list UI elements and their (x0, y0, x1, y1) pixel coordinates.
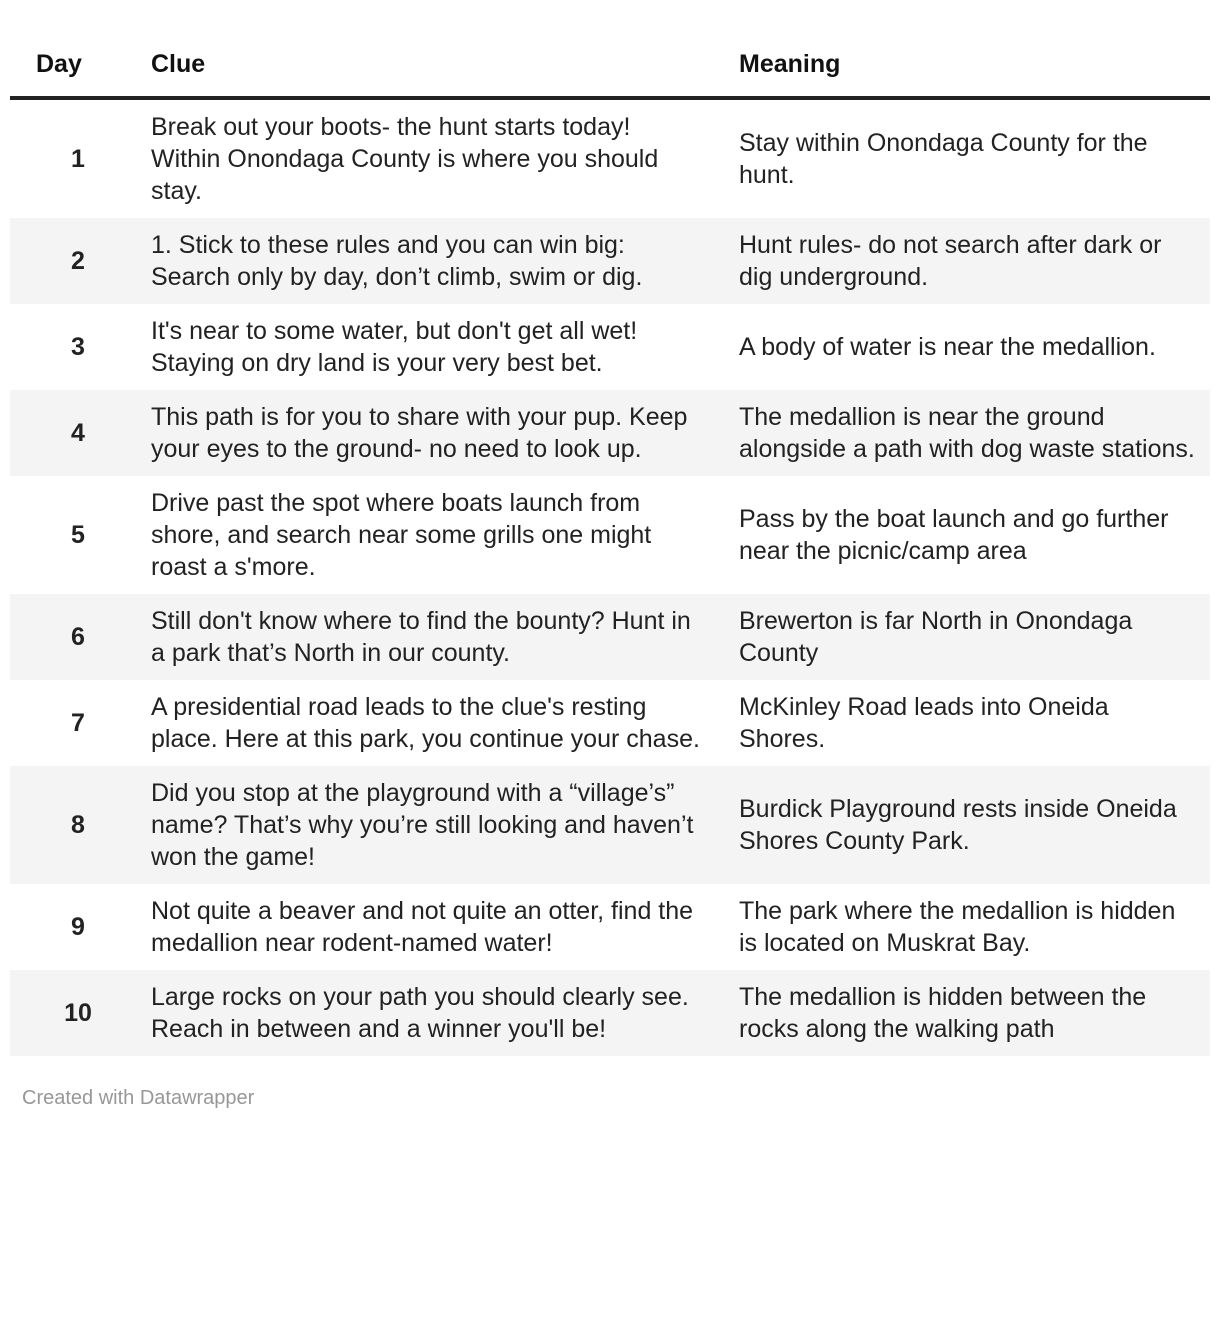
clue-cell: It's near to some water, but don't get all wet! Staying on dry land is your very best bet. (151, 317, 638, 377)
meaning-cell: Hunt rules- do not search after dark or dig underground. (739, 231, 1162, 291)
clue-cell: This path is for you to share with your pup. Keep your eyes to the ground- no need to look up. (151, 403, 688, 463)
header-row (10, 38, 1210, 98)
table-row (10, 594, 1210, 680)
meaning-cell: The medallion is hidden between the rocks along the walking path (739, 983, 1147, 1043)
day-cell: 8 (71, 811, 85, 839)
meaning-cell: Stay within Onondaga County for the hunt. (739, 129, 1148, 189)
table-row (10, 884, 1210, 970)
clue-cell: A presidential road leads to the clue's resting place. Here at this park, you continue your chase. (151, 693, 700, 753)
meaning-cell: McKinley Road leads into Oneida Shores. (739, 693, 1109, 753)
table-row (10, 476, 1210, 594)
table-row (10, 218, 1210, 304)
meaning-cell: A body of water is near the medallion. (739, 333, 1156, 361)
table-row (10, 766, 1210, 884)
day-cell: 1 (71, 145, 85, 173)
clue-cell: 1. Stick to these rules and you can win big: Search only by day, don’t climb, swim or dig. (151, 231, 643, 291)
day-cell: 3 (71, 333, 85, 361)
day-cell: 10 (64, 999, 92, 1027)
day-cell: 6 (71, 623, 85, 651)
day-cell: 4 (71, 419, 85, 447)
datawrapper-credit-link[interactable]: Created with Datawrapper (22, 1087, 255, 1109)
day-cell: 7 (71, 709, 85, 737)
clue-cell: Drive past the spot where boats launch from shore, and search near some grills one might roast a s'more. (151, 489, 652, 581)
table-row (10, 304, 1210, 390)
clue-table (10, 38, 1210, 1056)
day-cell: 2 (71, 247, 85, 275)
meaning-cell: The park where the medallion is hidden is located on Muskrat Bay. (739, 897, 1176, 957)
meaning-cell: Burdick Playground rests inside Oneida Shores County Park. (739, 795, 1177, 855)
day-cell: 9 (71, 913, 85, 941)
clue-cell: Still don't know where to find the bounty? Hunt in a park that’s North in our county. (151, 607, 691, 667)
clue-cell: Large rocks on your path you should clearly see. Reach in between and a winner you'll be! (151, 983, 689, 1043)
clue-cell: Not quite a beaver and not quite an otter, find the medallion near rodent-named water! (151, 897, 694, 957)
table-row (10, 98, 1210, 218)
meaning-cell: Brewerton is far North in Onondaga County (739, 607, 1133, 667)
table-row (10, 390, 1210, 476)
column-header-clue: Clue (140, 38, 730, 98)
column-header-day: Day (10, 38, 140, 98)
clue-cell: Break out your boots- the hunt starts today! Within Onondaga County is where you should stay. (151, 113, 659, 205)
table-row (10, 970, 1210, 1056)
column-header-meaning: Meaning (730, 38, 1210, 98)
meaning-cell: Pass by the boat launch and go further near the picnic/camp area (739, 505, 1169, 565)
table-row (10, 680, 1210, 766)
clue-cell: Did you stop at the playground with a “village’s” name? That’s why you’re still looking and haven’t won the game! (151, 779, 694, 871)
meaning-cell: The medallion is near the ground alongside a path with dog waste stations. (739, 403, 1195, 463)
day-cell: 5 (71, 521, 85, 549)
